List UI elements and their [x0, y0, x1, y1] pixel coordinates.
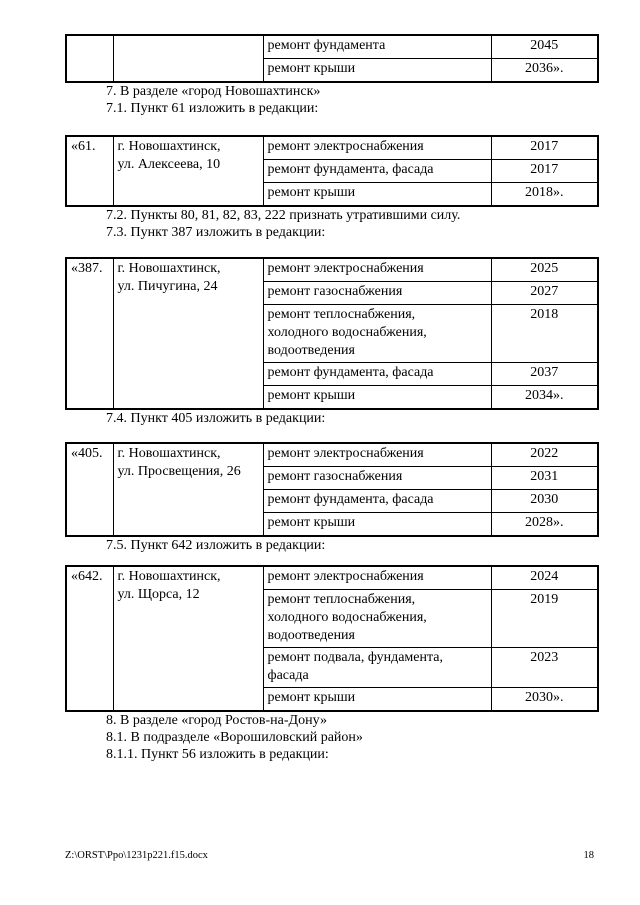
section-8-heading: 8. В разделе «город Ростов-на-Дону» [106, 713, 327, 728]
address-cell: г. Новошахтинск, ул. Щорса, 12 [113, 566, 263, 711]
year-cell: 2045 [491, 35, 598, 59]
year-cell: 2030». [491, 688, 598, 712]
work-type-cell: ремонт подвала, фундамента, фасада [263, 648, 491, 688]
address-cell: г. Новошахтинск, ул. Просвещения, 26 [113, 443, 263, 536]
point-387-table [65, 257, 599, 410]
address-cell-empty [113, 35, 263, 82]
section-7-5-heading: 7.5. Пункт 642 изложить в редакции: [106, 538, 326, 553]
work-type-cell: ремонт крыши [263, 183, 491, 207]
section-7-3-heading: 7.3. Пункт 387 изложить в редакции: [106, 225, 326, 240]
year-cell: 2017 [491, 136, 598, 160]
year-cell: 2028». [491, 513, 598, 537]
point-number-cell: «61. [66, 136, 113, 206]
table-row [66, 258, 598, 282]
section-8-1-1-heading: 8.1.1. Пункт 56 изложить в редакции: [106, 747, 329, 762]
section-7-2-heading: 7.2. Пункты 80, 81, 82, 83, 222 признать утратившими силу. [106, 208, 461, 223]
year-cell: 2024 [491, 566, 598, 590]
footer-page-number: 18 [583, 850, 594, 861]
work-type-cell: ремонт крыши [263, 688, 491, 712]
year-cell: 2018». [491, 183, 598, 207]
year-cell: 2022 [491, 443, 598, 467]
year-cell: 2027 [491, 282, 598, 305]
work-type-cell: ремонт теплоснабжения, холодного водоснабжения, водоотведения [263, 590, 491, 648]
work-type-cell: ремонт электроснабжения [263, 443, 491, 467]
footer-file-path: Z:\ORST\Ppo\1231p221.f15.docx [65, 850, 208, 861]
point-61-table [65, 135, 599, 207]
year-cell: 2017 [491, 160, 598, 183]
work-type-cell: ремонт фундамента, фасада [263, 160, 491, 183]
work-type-cell: ремонт газоснабжения [263, 282, 491, 305]
work-type-cell: ремонт газоснабжения [263, 467, 491, 490]
point-number-cell-empty [66, 35, 113, 82]
work-type-cell: ремонт электроснабжения [263, 566, 491, 590]
point-number-cell: «642. [66, 566, 113, 711]
year-cell: 2030 [491, 490, 598, 513]
work-type-cell: ремонт электроснабжения [263, 136, 491, 160]
page-footer [65, 850, 594, 862]
point-number-cell: «387. [66, 258, 113, 409]
section-7-1-heading: 7.1. Пункт 61 изложить в редакции: [106, 101, 319, 116]
work-type-cell: ремонт крыши [263, 59, 491, 83]
table-row [66, 136, 598, 160]
year-cell: 2036». [491, 59, 598, 83]
work-type-cell: ремонт фундамента [263, 35, 491, 59]
year-cell: 2037 [491, 363, 598, 386]
year-cell: 2031 [491, 467, 598, 490]
work-type-cell: ремонт теплоснабжения, холодного водоснабжения, водоотведения [263, 305, 491, 363]
table-row [66, 443, 598, 467]
year-cell: 2034». [491, 386, 598, 410]
year-cell: 2025 [491, 258, 598, 282]
point-642-table [65, 565, 599, 712]
table-row [66, 35, 598, 59]
section-8-1-heading: 8.1. В подразделе «Ворошиловский район» [106, 730, 363, 745]
year-cell: 2018 [491, 305, 598, 363]
work-type-cell: ремонт крыши [263, 386, 491, 410]
work-type-cell: ремонт фундамента, фасада [263, 363, 491, 386]
year-cell: 2023 [491, 648, 598, 688]
table-row [66, 566, 598, 590]
continuation-table [65, 34, 599, 83]
work-type-cell: ремонт электроснабжения [263, 258, 491, 282]
address-cell: г. Новошахтинск, ул. Алексеева, 10 [113, 136, 263, 206]
section-7-4-heading: 7.4. Пункт 405 изложить в редакции: [106, 411, 326, 426]
section-7-heading: 7. В разделе «город Новошахтинск» [106, 84, 321, 99]
point-405-table [65, 442, 599, 537]
point-number-cell: «405. [66, 443, 113, 536]
address-cell: г. Новошахтинск, ул. Пичугина, 24 [113, 258, 263, 409]
year-cell: 2019 [491, 590, 598, 648]
work-type-cell: ремонт крыши [263, 513, 491, 537]
work-type-cell: ремонт фундамента, фасада [263, 490, 491, 513]
